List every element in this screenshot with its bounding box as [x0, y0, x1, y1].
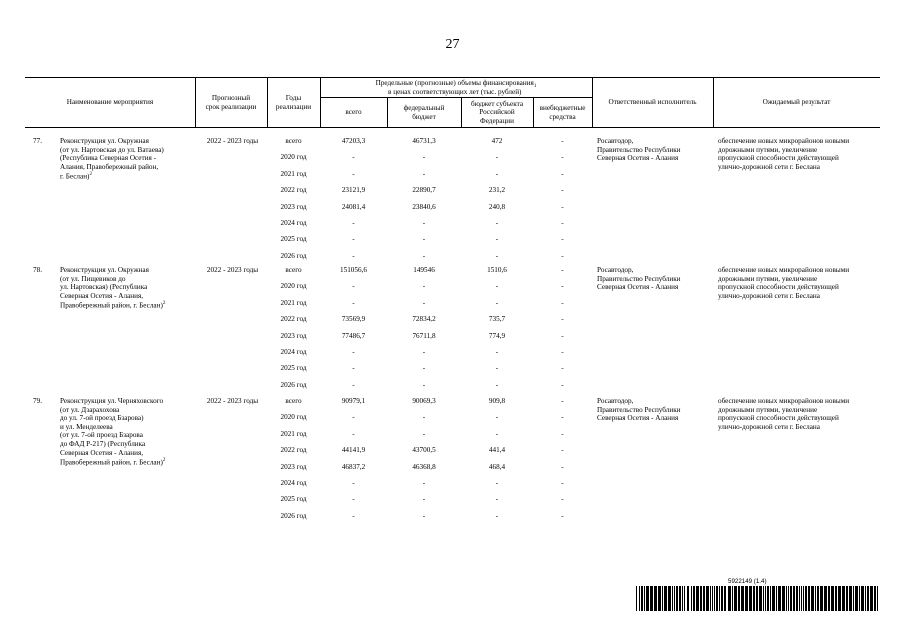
table-cell: -: [495, 479, 499, 487]
table-cell: 2025 год: [280, 364, 307, 373]
barcode-bar: [790, 586, 792, 611]
barcode-bar: [646, 586, 649, 611]
table-cell: -: [495, 169, 499, 178]
table-cell: -: [495, 251, 499, 260]
table-cell: -: [561, 462, 564, 471]
table-cell: -: [422, 495, 426, 504]
header-financing-note: 1: [533, 84, 537, 90]
table-cell: 1510,6: [487, 266, 507, 274]
barcode-bar: [703, 586, 705, 611]
table-cell: 2022 год: [280, 315, 307, 324]
header-subject: бюджет субъекта Российской Федерации: [470, 99, 524, 125]
implementation-term: 2022 - 2023 годы: [206, 266, 259, 274]
barcode-bar: [693, 586, 695, 611]
table-cell: -: [561, 251, 564, 260]
footnote-marker: 2: [89, 172, 92, 178]
barcode-bar: [853, 586, 854, 611]
table-cell: -: [495, 153, 499, 162]
barcode-bar: [799, 586, 800, 611]
barcode-bar: [776, 586, 777, 611]
responsible-executor: Росавтодор, Правительство Республики Северная Осетия - Алания: [597, 266, 681, 292]
expected-result: обеспечение новых микрорайонов новыми дорожными путями, увеличение пропускной способности действующей улично-дорожной сети г. Беслана: [718, 397, 850, 431]
table-cell: 231,2: [488, 186, 506, 195]
table-cell: всего: [285, 397, 302, 405]
barcode-bar: [786, 586, 787, 611]
table-cell: -: [352, 169, 355, 178]
barcode-bar: [753, 586, 755, 611]
barcode-bar: [654, 586, 657, 611]
barcode-bar: [855, 586, 858, 611]
header-total: всего: [345, 108, 362, 117]
table-cell: -: [561, 186, 564, 195]
table-cell: 43700,5: [412, 446, 436, 455]
table-cell: -: [352, 429, 355, 438]
table-cell: -: [495, 235, 499, 244]
barcode-bar: [877, 586, 878, 611]
table-cell: -: [352, 298, 355, 307]
table-cell: -: [561, 429, 564, 438]
barcode-bar: [835, 586, 837, 611]
measure-name-text: Реконструкция ул. Черняховского (от ул. Дзарахохова до ул. 7-ой проезд Бзарова) и ул. Менделеева (от ул. 7-ой проезд Бзарова до ФАД Р-217) (Республика Северная Осетия - Алания, Правобережный район, г. Беслан): [60, 397, 164, 467]
table-cell: всего: [285, 266, 302, 274]
table-cell: 2020 год: [280, 153, 307, 162]
header-years: Годы реализации: [275, 94, 312, 111]
table-cell: 2025 год: [280, 495, 307, 504]
table-cell: всего: [285, 137, 302, 145]
barcode-bar: [824, 586, 827, 611]
table-cell: 22890,7: [412, 186, 436, 195]
table-cell: -: [495, 298, 499, 307]
header-federal: федеральный бюджет: [403, 104, 445, 121]
table-cell: -: [422, 153, 426, 162]
barcode-bar: [870, 586, 873, 611]
barcode-bar: [738, 586, 740, 611]
table-cell: -: [352, 153, 355, 162]
barcode-bar: [846, 586, 848, 611]
barcode-bar: [793, 586, 795, 611]
table-cell: 468,4: [488, 462, 506, 471]
table-cell: 46368,8: [412, 462, 436, 471]
barcode-bar: [710, 586, 711, 611]
table-cell: 24081,4: [341, 202, 366, 211]
responsible-executor: Росавтодор, Правительство Республики Северная Осетия - Алания: [597, 137, 681, 163]
table-cell: -: [561, 397, 564, 405]
table-cell: 2026 год: [280, 380, 307, 389]
barcode-bar: [724, 586, 726, 611]
table-cell: 77486,7: [341, 331, 366, 340]
table-cell: -: [561, 315, 564, 324]
barcode-bar: [664, 586, 667, 611]
table-cell: -: [561, 235, 564, 244]
barcode-bar: [765, 586, 766, 611]
row-number: 77.: [33, 137, 42, 145]
table-cell: 73569,9: [341, 315, 366, 324]
table-cell: 2023 год: [280, 331, 307, 340]
table-cell: -: [561, 511, 564, 520]
barcode-bar: [719, 586, 720, 611]
table-cell: 72834,2: [412, 315, 436, 324]
barcode-bar: [658, 586, 661, 611]
barcode-bar: [838, 586, 841, 611]
table-cell: -: [352, 413, 355, 422]
table-cell: 2025 год: [280, 235, 307, 244]
table-cell: -: [352, 219, 355, 227]
table-cell: -: [561, 413, 564, 422]
barcode-bar: [874, 586, 876, 611]
table-cell: -: [352, 380, 355, 389]
table-cell: -: [422, 413, 426, 422]
footnote-marker: 2: [162, 301, 166, 307]
table-cell: -: [561, 137, 564, 145]
barcode-bar: [867, 586, 869, 611]
table-cell: -: [422, 219, 426, 227]
header-name: Наименование мероприятия: [66, 98, 154, 107]
barcode-bar: [732, 586, 733, 611]
table-cell: 2026 год: [280, 511, 307, 520]
table-cell: 2020 год: [280, 413, 307, 422]
table-cell: -: [495, 495, 499, 504]
barcode-bar: [674, 586, 675, 611]
barcode-bar: [801, 586, 802, 611]
barcode-bar: [650, 586, 653, 611]
table-cell: 151056,6: [340, 266, 367, 274]
barcode-bar: [828, 586, 830, 611]
table-cell: 149546: [413, 266, 435, 274]
table-cell: -: [422, 479, 426, 487]
barcode-bar: [811, 586, 814, 611]
barcode-bar: [808, 586, 810, 611]
implementation-term: 2022 - 2023 годы: [206, 397, 259, 405]
table-cell: 90069,3: [412, 397, 436, 405]
table-cell: 47203,3: [341, 137, 366, 145]
table-cell: -: [561, 298, 564, 307]
barcode-bar: [849, 586, 852, 611]
table-cell: 909,8: [488, 397, 506, 405]
measure-name-text: Реконструкция ул. Окружная (от ул. Нартовская до ул. Ватаева) (Республика Северная Осетия - Алания, Правобережный район, г. Беслан): [60, 137, 164, 181]
table-cell: -: [352, 511, 355, 520]
barcode-bar: [682, 586, 683, 611]
barcode-bar: [679, 586, 681, 611]
barcode-bar: [672, 586, 673, 611]
barcode-bar: [817, 586, 819, 611]
barcode-bar: [820, 586, 823, 611]
table-cell: 2022 год: [280, 446, 307, 455]
barcode-bar: [842, 586, 845, 611]
table-cell: -: [561, 266, 564, 274]
table-cell: -: [561, 495, 564, 504]
table-cell: 90979,1: [341, 397, 366, 405]
header-executor: Ответственный исполнитель: [608, 98, 697, 107]
barcode-bar: [706, 586, 709, 611]
table-cell: 2020 год: [280, 282, 307, 291]
table-cell: -: [422, 348, 426, 356]
table-cell: 76711,8: [412, 331, 436, 340]
table-cell: -: [495, 348, 499, 356]
barcode-bar: [803, 586, 804, 611]
barcode-bar: [745, 586, 748, 611]
barcode-bar: [749, 586, 752, 611]
table-cell: 23121,9: [341, 186, 366, 195]
header-financing-text: Предельные (прогнозные) объемы финансирования в ценах соответствующих лет (тыс. рублей): [375, 79, 534, 96]
table-cell: -: [352, 282, 355, 291]
barcode-bar: [662, 586, 663, 611]
barcode-bar: [767, 586, 769, 611]
implementation-term: 2022 - 2023 годы: [206, 137, 259, 145]
table-cell: 2024 год: [280, 219, 307, 227]
table-cell: -: [495, 511, 499, 520]
table-cell: 46837,2: [341, 462, 366, 471]
barcode-bar: [796, 586, 798, 611]
header-term: Прогнозный срок реализации: [205, 94, 257, 111]
barcode-bar: [714, 586, 715, 611]
barcode-bar: [641, 586, 643, 611]
table-cell: -: [422, 251, 426, 260]
barcode-bar: [772, 586, 775, 611]
table-cell: -: [422, 298, 426, 307]
table-cell: -: [352, 479, 355, 487]
barcode-bar: [763, 586, 764, 611]
barcode-bar: [741, 586, 744, 611]
table-cell: 2021 год: [280, 169, 307, 178]
barcode-label: 5922149 (1.4): [728, 578, 767, 585]
table-cell: 23840,6: [412, 202, 436, 211]
table-cell: 2021 год: [280, 298, 307, 307]
table-cell: 2023 год: [280, 202, 307, 211]
table-cell: 46731,3: [412, 137, 436, 145]
barcode-bar: [728, 586, 731, 611]
footnote-marker: 2: [162, 458, 166, 464]
table-cell: 441,4: [488, 446, 506, 455]
barcode-bar: [805, 586, 807, 611]
table-cell: -: [561, 479, 564, 487]
table-cell: 2024 год: [280, 479, 307, 487]
table-cell: -: [561, 446, 564, 455]
responsible-executor: Росавтодор, Правительство Республики Северная Осетия - Алания: [597, 397, 681, 423]
table-cell: -: [561, 380, 564, 389]
table-cell: -: [561, 169, 564, 178]
table-cell: 774,9: [488, 331, 506, 340]
barcode-bar: [861, 586, 864, 611]
table-cell: -: [422, 429, 426, 438]
barcode-bar: [639, 586, 640, 611]
row-number: 79.: [33, 397, 42, 405]
barcode-bar: [815, 586, 816, 611]
barcode-bar: [778, 586, 781, 611]
barcode-bar: [788, 586, 789, 611]
table-cell: 472: [491, 137, 503, 145]
table-cell: 2024 год: [280, 348, 307, 356]
barcode-image: [636, 586, 881, 611]
table-cell: 2022 год: [280, 186, 307, 195]
expected-result: обеспечение новых микрорайонов новыми дорожными путями, увеличение пропускной способности действующей улично-дорожной сети г. Беслана: [718, 266, 850, 300]
header-financing: [320, 78, 592, 97]
table-cell: -: [561, 364, 564, 373]
table-cell: -: [352, 251, 355, 260]
barcode-bar: [644, 586, 645, 611]
measure-name-text: Реконструкция ул. Окружная (от ул. Пищевиков до ул. Нартовская) (Республика Северная Осетия - Алания, Правобережный район, г. Беслан): [60, 266, 163, 310]
header-bottom-border: [25, 127, 880, 128]
measure-name: [60, 397, 196, 467]
table-cell: -: [352, 495, 355, 504]
barcode-bar: [700, 586, 702, 611]
table-cell: -: [352, 348, 355, 356]
table-cell: -: [422, 282, 426, 291]
measure-name: [60, 137, 196, 181]
barcode-bar: [696, 586, 699, 611]
barcode-bar: [636, 586, 637, 611]
table-cell: -: [495, 364, 499, 373]
page-number: 27: [445, 37, 460, 52]
table-cell: 2021 год: [280, 429, 307, 438]
table-cell: -: [352, 235, 355, 244]
barcode-bar: [859, 586, 860, 611]
table-cell: -: [422, 169, 426, 178]
table-cell: 2026 год: [280, 251, 307, 260]
barcode-bar: [721, 586, 723, 611]
table-cell: -: [422, 364, 426, 373]
barcode-bar: [684, 586, 685, 611]
table-cell: 735,7: [488, 315, 506, 324]
barcode-bar: [756, 586, 758, 611]
table-cell: -: [495, 413, 499, 422]
barcode-bar: [734, 586, 737, 611]
table-cell: -: [422, 511, 426, 520]
table-cell: -: [495, 429, 499, 438]
table-cell: -: [422, 235, 426, 244]
expected-result: обеспечение новых микрорайонов новыми дорожными путями, увеличение пропускной способности действующей улично-дорожной сети г. Беслана: [718, 137, 850, 171]
barcode-bar: [716, 586, 718, 611]
barcode-bar: [770, 586, 771, 611]
barcode-bar: [712, 586, 713, 611]
table-cell: -: [561, 282, 564, 291]
measure-name: [60, 266, 196, 310]
table-cell: -: [561, 219, 564, 227]
barcode-bar: [759, 586, 762, 611]
barcode-bar: [676, 586, 678, 611]
barcode-bar: [668, 586, 671, 611]
table-cell: -: [495, 219, 499, 227]
barcode-bar: [687, 586, 689, 611]
table-cell: -: [561, 331, 564, 340]
header-extra: внебюджетные средства: [539, 104, 586, 121]
table-cell: 44141,9: [341, 446, 366, 455]
barcode-bar: [782, 586, 785, 611]
table-cell: -: [352, 364, 355, 373]
table-cell: -: [561, 153, 564, 162]
table-cell: -: [561, 202, 564, 211]
row-number: 78.: [33, 266, 42, 274]
table-cell: -: [561, 348, 564, 356]
barcode-bar: [691, 586, 692, 611]
header-result: Ожидаемый результат: [762, 98, 831, 107]
barcode-bar: [831, 586, 834, 611]
barcode-bar: [865, 586, 866, 611]
table-cell: 2023 год: [280, 462, 307, 471]
table-cell: -: [422, 380, 426, 389]
table-cell: -: [495, 282, 499, 291]
table-cell: -: [495, 380, 499, 389]
table-cell: 240,8: [488, 202, 506, 211]
